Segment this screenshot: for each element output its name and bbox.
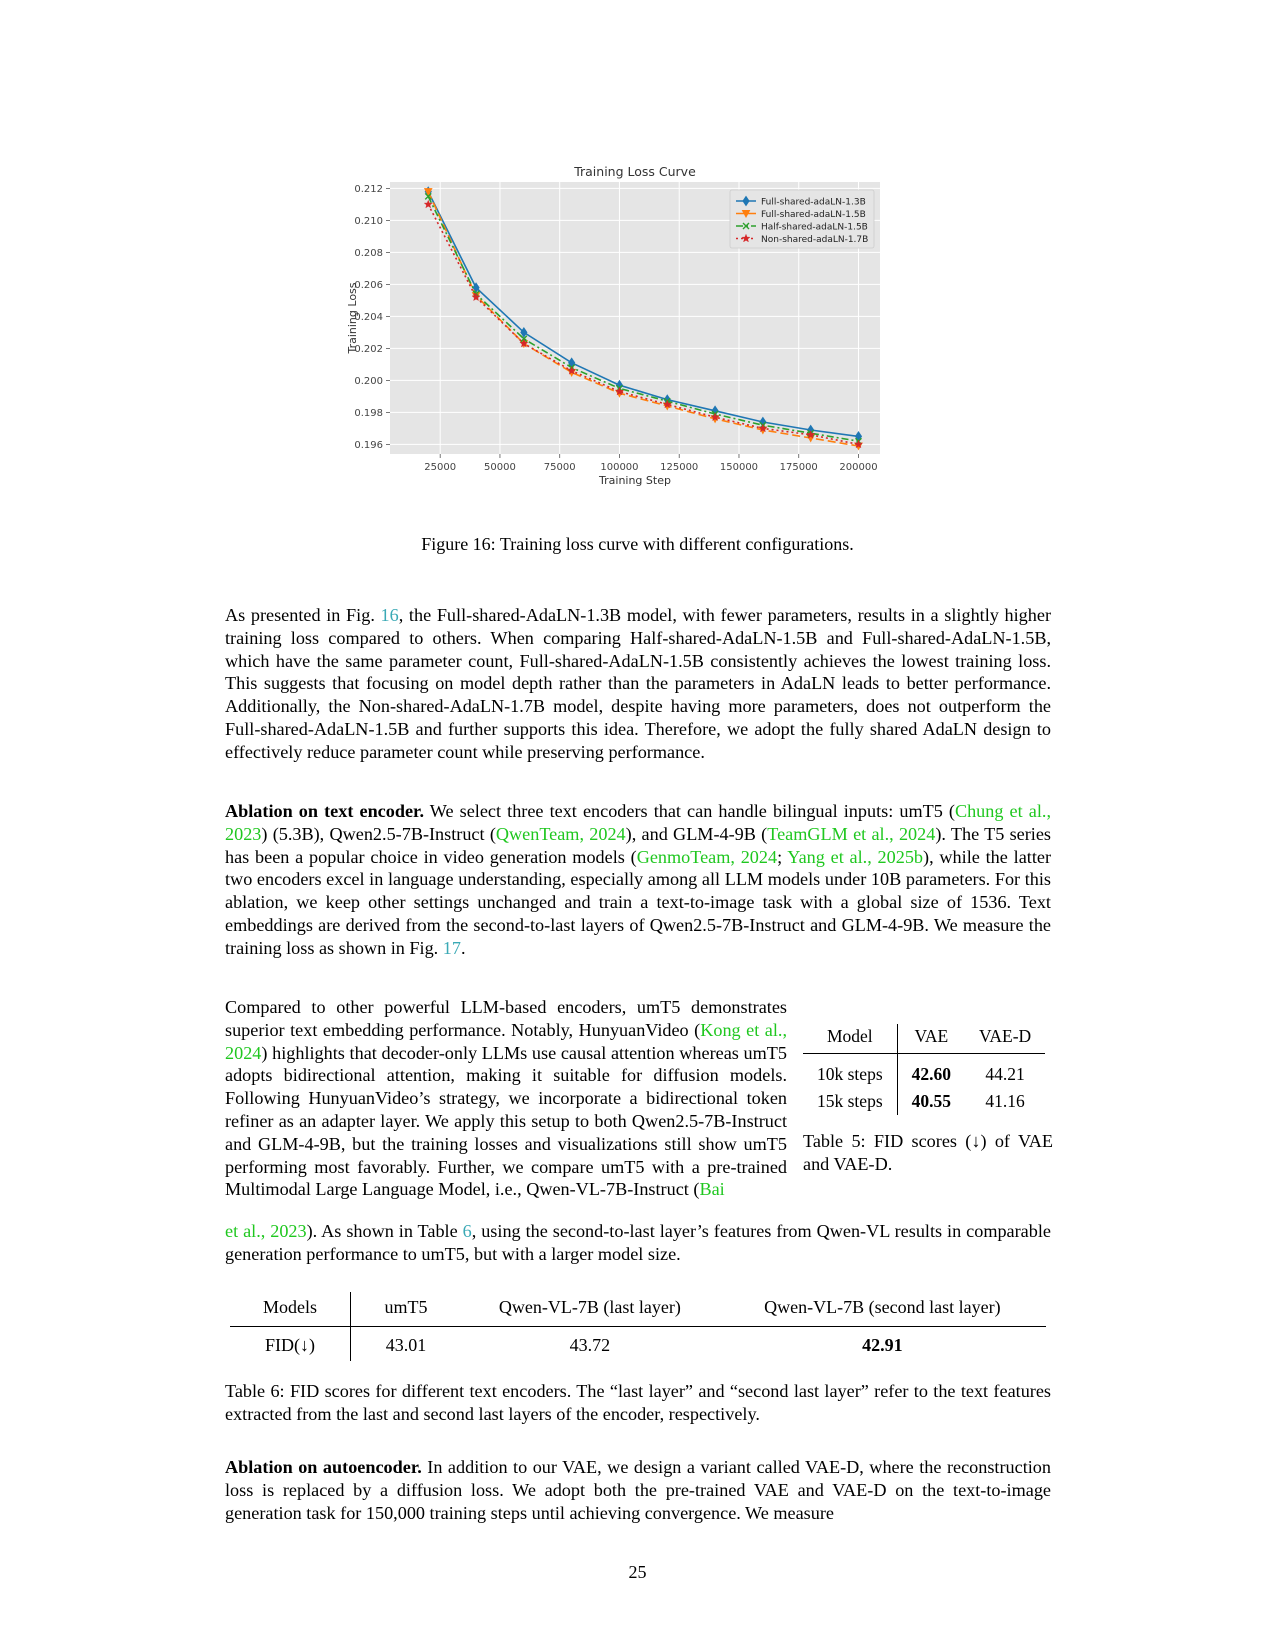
x-tick-label: 200000 <box>839 462 878 473</box>
x-tick-label: 25000 <box>424 462 457 473</box>
figure-ref-16[interactable]: 16 <box>380 605 399 625</box>
y-tick-label: 0.210 <box>354 215 383 227</box>
table5-caption: Table 5: FID scores (↓) of VAE and VAE-D. <box>803 1131 1053 1174</box>
x-tick-label: 175000 <box>779 462 818 473</box>
table5-header-model: Model <box>803 1024 897 1054</box>
x-tick-label: 50000 <box>484 462 516 473</box>
citation-genmoteam[interactable]: GenmoTeam, 2024 <box>636 846 778 867</box>
y-tick-label: 0.208 <box>354 247 383 259</box>
citation-bai-cont[interactable]: et al., 2023 <box>225 1221 307 1241</box>
training-loss-chart <box>348 162 926 492</box>
y-tick-label: 0.206 <box>354 279 383 291</box>
table-ref-6[interactable]: 6 <box>462 1221 472 1241</box>
table-row: 10k steps 42.60 44.21 <box>803 1054 1045 1089</box>
y-tick-label: 0.198 <box>354 407 383 419</box>
figure-ref-17[interactable]: 17 <box>442 937 461 958</box>
chart-title: Training Loss Curve <box>574 164 696 179</box>
legend-label-1: Full-shared-adaLN-1.5B <box>761 209 866 220</box>
table6-caption: Table 6: FID scores for different text encoders. The “last layer” and “second last layer” refer to the text features extracted from the last and second last layers of the encoder, respectively. <box>225 1381 1051 1424</box>
legend-label-0: Full-shared-adaLN-1.3B <box>761 197 866 208</box>
table-5 <box>803 1024 1045 1115</box>
figure-caption: Figure 16: Training loss curve with different configurations. <box>421 534 854 554</box>
paragraph-text-encoder-ablation: Ablation on text encoder. We select three text encoders that can handle bilingual inputs: umT5 (Chung et al., 2023) (5.3B), Qwen2.5-7B-Instruct (QwenTeam, 2024), and GLM-4-9B (TeamGLM et al., 2024). The T5 series has been a popular choice in video generation models (GenmoTeam, 2024; Yang et al., 2025b), while the latter two encoders excel in language understanding, especially among all LLM models under 10B parameters. For this ablation, we keep other settings unchanged and train a text-to-image task with a global size of 1536. Text embeddings are derived from the second-to-last layers of Qwen2.5-7B-Instruct and GLM-4-9B. We measure the training loss as shown in Fig. 17. <box>225 801 1051 958</box>
citation-bai[interactable]: Bai <box>699 1179 725 1200</box>
page-number: 25 <box>628 1562 647 1582</box>
table5-header-vae: VAE <box>897 1024 965 1054</box>
y-tick-label: 0.212 <box>354 183 383 195</box>
x-tick-label: 100000 <box>600 462 639 473</box>
y-tick-label: 0.196 <box>354 439 383 451</box>
x-tick-label: 125000 <box>660 462 699 473</box>
y-axis-label: Training Loss <box>346 282 359 354</box>
y-tick-label: 0.204 <box>354 311 383 323</box>
table-row: FID(↓) 43.01 43.72 42.91 <box>230 1327 1046 1362</box>
citation-teamglm[interactable]: TeamGLM et al., 2024 <box>767 823 936 844</box>
citation-chung[interactable]: Chung et al., 2023 <box>225 801 1051 844</box>
y-tick-label: 0.200 <box>354 375 383 387</box>
table6-header-qwen-last: Qwen-VL-7B (last layer) <box>461 1292 719 1327</box>
y-tick-label: 0.202 <box>354 343 383 355</box>
x-tick-label: 75000 <box>543 462 576 473</box>
citation-kong[interactable]: Kong et al., 2024 <box>225 1019 787 1063</box>
table6-header-qwen-second-last: Qwen-VL-7B (second last layer) <box>719 1292 1046 1327</box>
citation-qwenteam[interactable]: QwenTeam, 2024 <box>495 823 626 844</box>
section-heading-text-encoder: Ablation on text encoder. <box>225 801 424 821</box>
table6-header-umt5: umT5 <box>351 1292 462 1327</box>
paragraph-fig16-discussion: As presented in Fig. 16, the Full-shared-AdaLN-1.3B model, with fewer parameters, results in a slightly higher training loss compared to others. When comparing Half-shared-AdaLN-1.5B and Full-shared-AdaLN-1.5B, which have the same parameter count, Full-shared-AdaLN-1.5B consistently achieves the lowest training loss. This suggests that focusing on model depth rather than the parameters in AdaLN leads to better performance. Additionally, the Non-shared-AdaLN-1.7B model, despite having more parameters, does not outperform the Full-shared-AdaLN-1.5B and further supports this idea. Therefore, we adopt the fully shared AdaLN design to effectively reduce parameter count while preserving performance. <box>225 605 1051 762</box>
citation-yang[interactable]: Yang et al., 2025b <box>787 846 924 867</box>
legend-label-2: Half-shared-adaLN-1.5B <box>761 222 868 233</box>
x-tick-label: 150000 <box>719 462 759 473</box>
paragraph-umt5-comparison: Compared to other powerful LLM-based encoders, umT5 demonstrates superior text embedding performance. Notably, HunyuanVideo (Kong et al., 2024) highlights that decoder-only LLMs use causal attention whereas umT5 adopts bidirectional attention, making it suitable for diffusion models. Following HunyuanVideo’s strategy, we incorporate a bidirectional token refiner as an adapter layer. We apply this setup to both Qwen2.5-7B-Instruct and GLM-4-9B, but the training losses and visualizations still show umT5 performing most favorably. Further, we compare umT5 with a pre-trained Multimodal Large Language Model, i.e., Qwen-VL-7B-Instruct (Bai <box>225 997 787 1200</box>
table-6 <box>230 1292 1046 1361</box>
section-heading-autoencoder: Ablation on autoencoder. <box>225 1457 422 1477</box>
x-axis-label: Training Step <box>599 474 671 487</box>
paragraph-autoencoder-ablation: Ablation on autoencoder. In addition to our VAE, we design a variant called VAE-D, where the reconstruction loss is replaced by a diffusion loss. We adopt both the pre-trained VAE and VAE-D on the text-to-image generation task for 150,000 training steps until achieving convergence. We measure <box>225 1457 1051 1523</box>
table5-header-vaed: VAE-D <box>965 1024 1045 1054</box>
table-row: 15k steps 40.55 41.16 <box>803 1088 1045 1115</box>
legend-label-3: Non-shared-adaLN-1.7B <box>761 234 869 245</box>
table6-header-models: Models <box>230 1292 351 1327</box>
paragraph-umt5-comparison-cont: et al., 2023). As shown in Table 6, using the second-to-last layer’s features from Qwen-VL results in comparable generation performance to umT5, but with a larger model size. <box>225 1221 1051 1264</box>
training-loss-figure <box>348 162 926 514</box>
